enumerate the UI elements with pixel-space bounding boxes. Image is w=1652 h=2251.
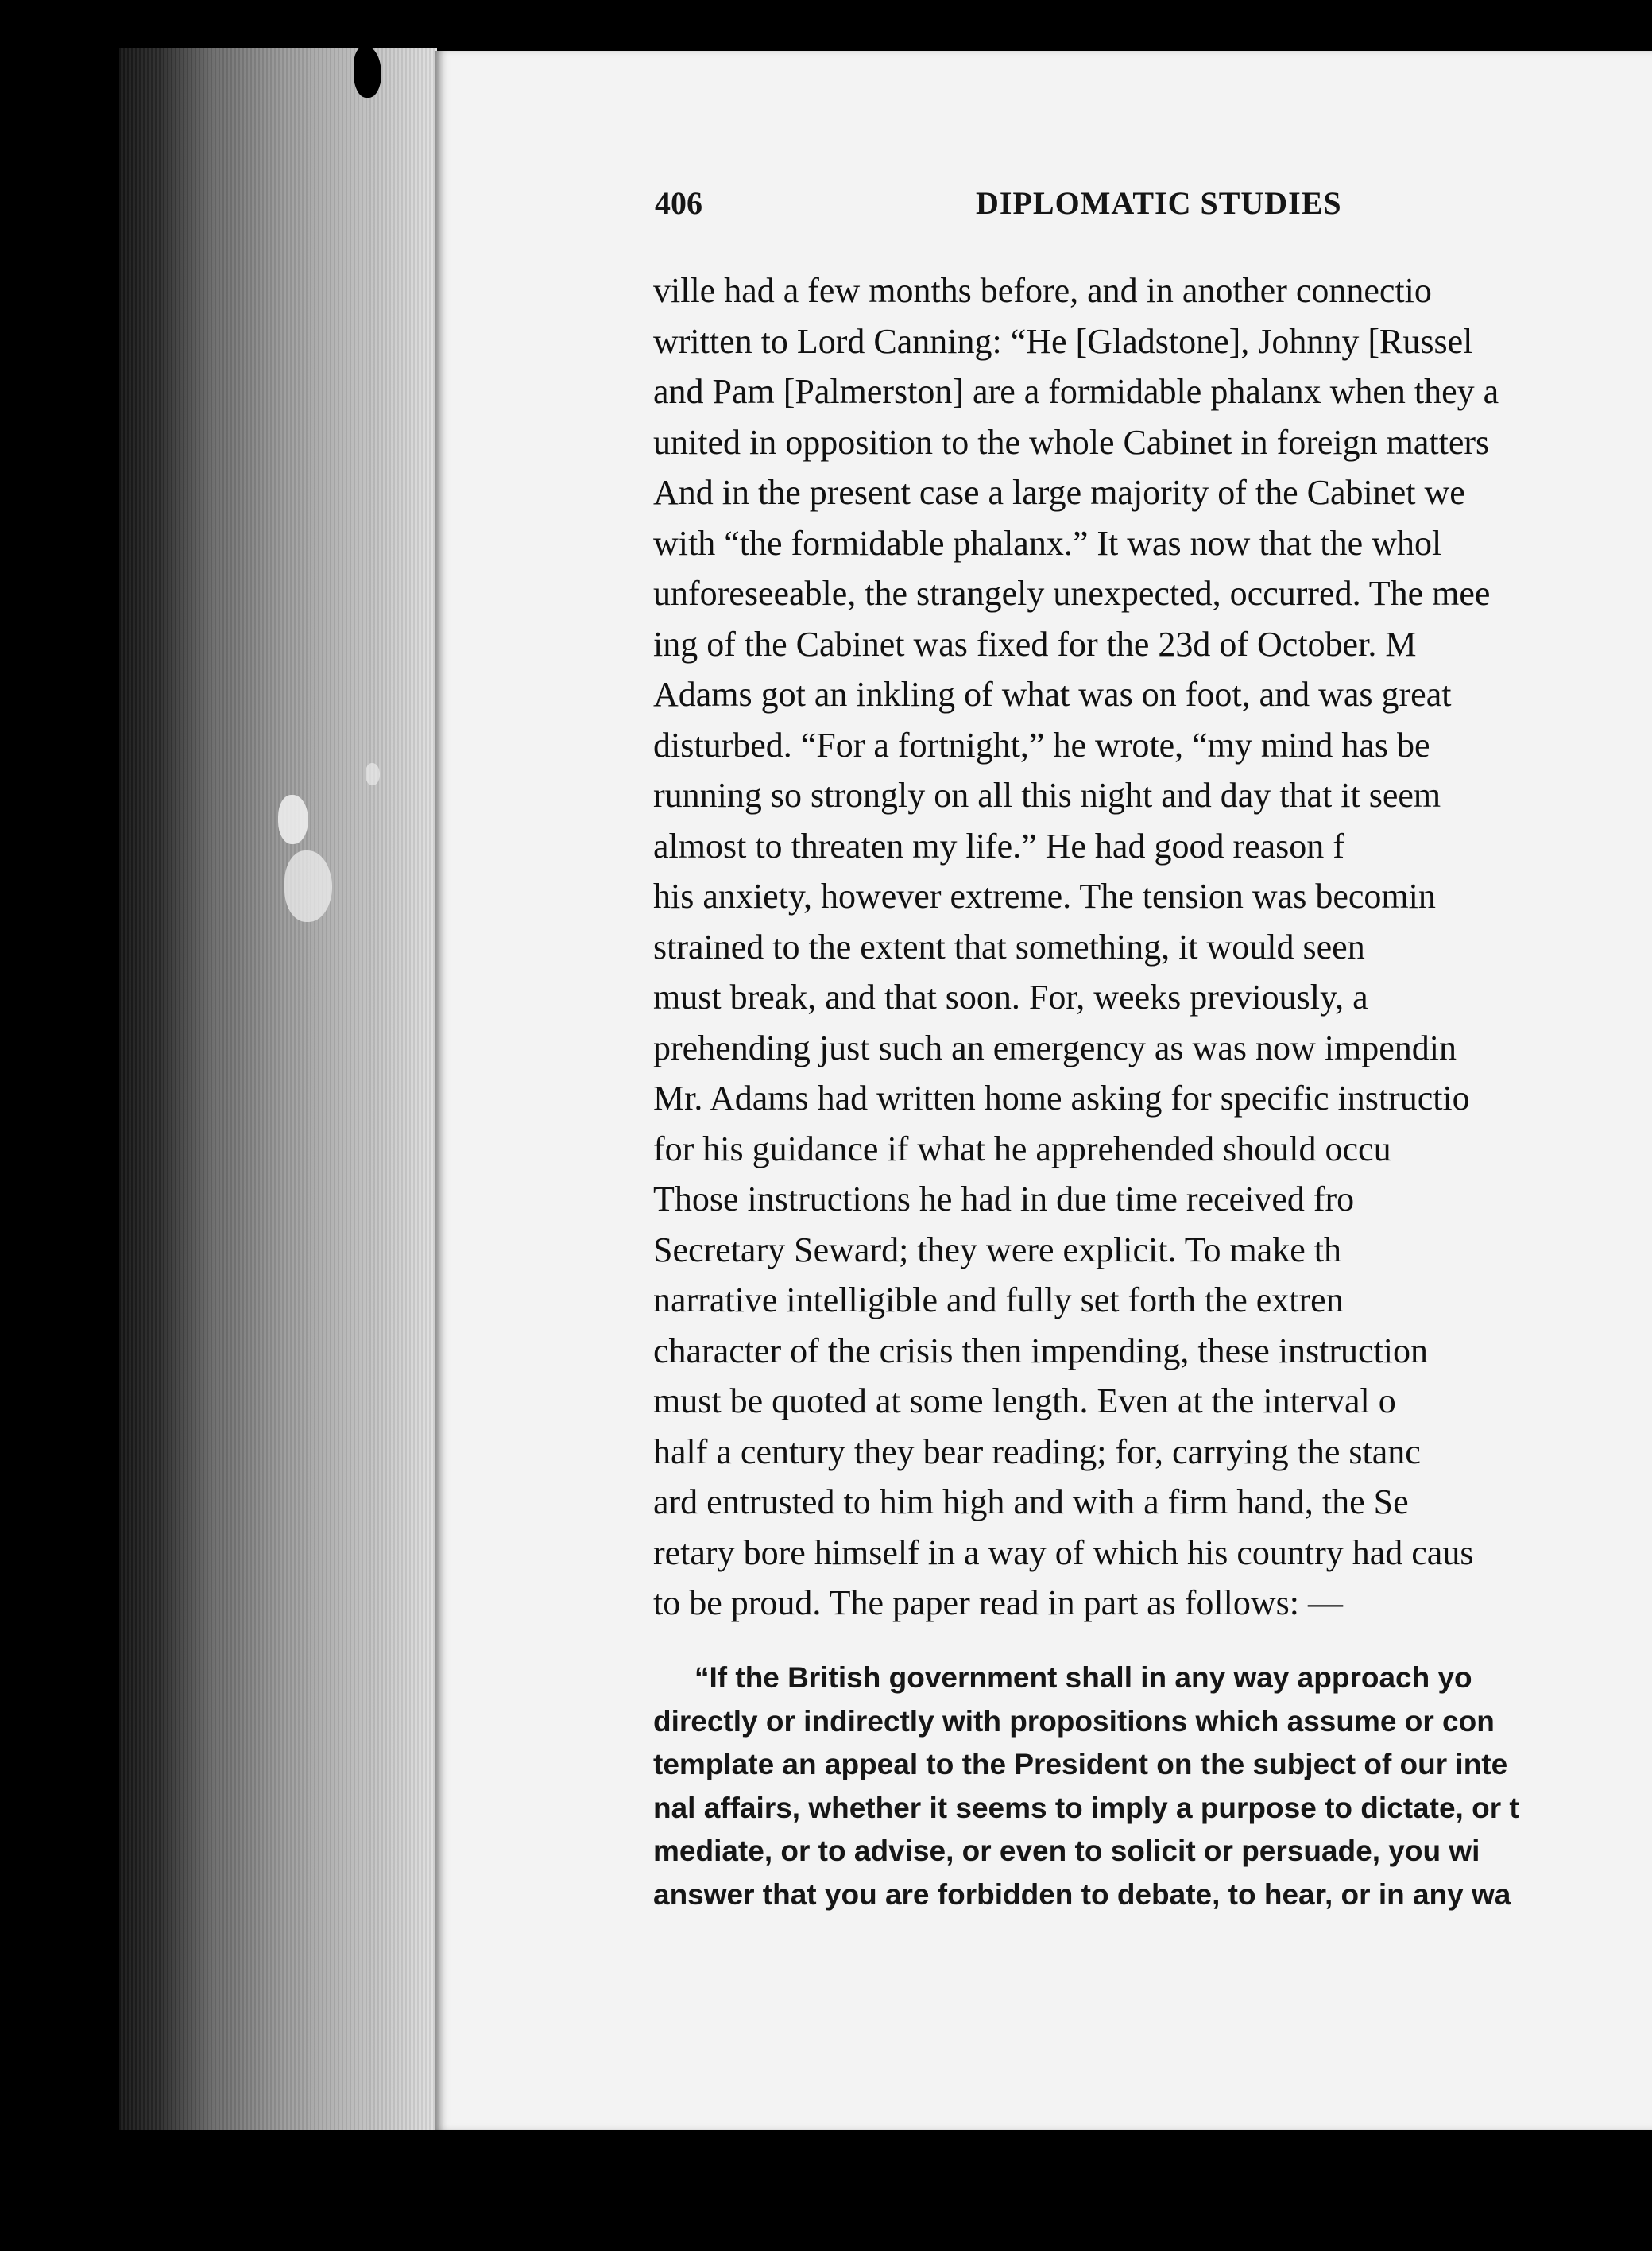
quote-line: answer that you are forbidden to debate, to hear, or in any wa bbox=[653, 1877, 1511, 1911]
quote-line: nal affairs, whether it seems to imply a purpose to dictate, or t bbox=[653, 1791, 1519, 1824]
page-number: 406 bbox=[655, 185, 702, 221]
body-line: narrative intelligible and fully set forth the extren bbox=[653, 1280, 1344, 1319]
body-line: ing of the Cabinet was fixed for the 23d of October. M bbox=[653, 624, 1417, 664]
book-page bbox=[435, 51, 1652, 2130]
body-text bbox=[653, 265, 1652, 1629]
body-line: And in the present case a large majority of the Cabinet we bbox=[653, 473, 1465, 512]
body-line: running so strongly on all this night and day that it seem bbox=[653, 776, 1441, 815]
body-line: must be quoted at some length. Even at the interval o bbox=[653, 1381, 1396, 1420]
body-line: retary bore himself in a way of which his country had caus bbox=[653, 1532, 1474, 1572]
body-line: and Pam [Palmerston] are a formidable phalanx when they a bbox=[653, 372, 1499, 411]
body-line: for his guidance if what he apprehended should occu bbox=[653, 1129, 1391, 1168]
body-line: ville had a few months before, and in another connectio bbox=[653, 271, 1432, 310]
quote-line: “If the British government shall in any way approach yo bbox=[694, 1661, 1472, 1694]
body-line: character of the crisis then impending, these instruction bbox=[653, 1331, 1429, 1370]
page-edge-stack bbox=[119, 48, 437, 2130]
paper-blot bbox=[284, 850, 332, 922]
page-header bbox=[655, 184, 1652, 248]
body-line: Mr. Adams had written home asking for specific instructio bbox=[653, 1079, 1470, 1118]
body-line: his anxiety, however extreme. The tension was becomin bbox=[653, 877, 1436, 916]
quote-line: mediate, or to advise, or even to solicit or persuade, you wi bbox=[653, 1835, 1480, 1867]
body-line: Adams got an inkling of what was on foot, and was great bbox=[653, 675, 1452, 714]
body-line: with “the formidable phalanx.” It was now that the whol bbox=[653, 523, 1442, 563]
body-line: strained to the extent that something, it would seen bbox=[653, 927, 1365, 967]
block-quote bbox=[653, 1656, 1652, 1916]
body-line: Secretary Seward; they were explicit. To make th bbox=[653, 1230, 1342, 1269]
body-line: unforeseeable, the strangely unexpected, occurred. The mee bbox=[653, 574, 1491, 613]
body-line: ard entrusted to him high and with a firm hand, the Se bbox=[653, 1482, 1409, 1521]
quote-line: template an appeal to the President on the subject of our inte bbox=[653, 1748, 1508, 1780]
body-line: united in opposition to the whole Cabinet in foreign matters bbox=[653, 422, 1490, 462]
body-line: must break, and that soon. For, weeks previously, a bbox=[653, 978, 1368, 1017]
body-line: prehending just such an emergency as was now impendin bbox=[653, 1028, 1457, 1067]
body-line: Those instructions he had in due time received fro bbox=[653, 1180, 1355, 1218]
body-line: disturbed. “For a fortnight,” he wrote, “my mind has be bbox=[653, 725, 1430, 765]
body-line: almost to threaten my life.” He had good reason f bbox=[653, 826, 1344, 866]
paper-blot bbox=[366, 763, 380, 785]
body-line: written to Lord Canning: “He [Gladstone], Johnny [Russel bbox=[653, 321, 1473, 361]
quote-line: directly or indirectly with propositions which assume or con bbox=[653, 1704, 1495, 1738]
body-line: to be proud. The paper read in part as follows: — bbox=[653, 1583, 1343, 1622]
paper-blot bbox=[278, 795, 308, 844]
running-head: DIPLOMATIC STUDIES bbox=[976, 185, 1342, 221]
body-line: half a century they bear reading; for, carrying the stanc bbox=[653, 1432, 1421, 1471]
